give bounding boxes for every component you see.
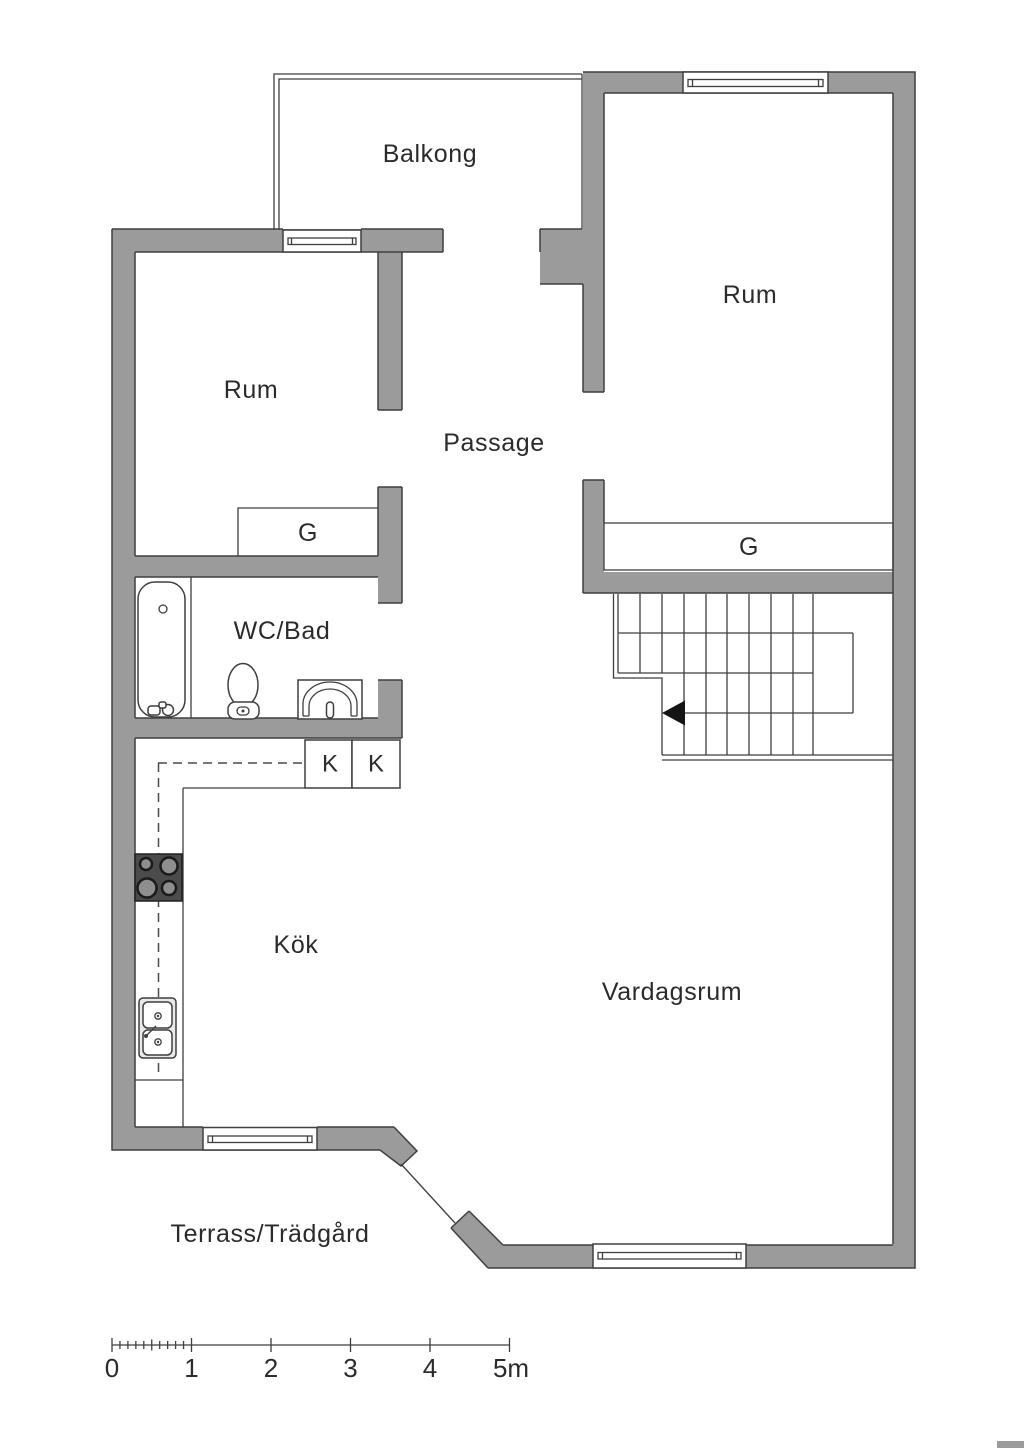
washbasin-icon (298, 680, 362, 719)
scale-label-1: 1 (184, 1353, 199, 1383)
scale-label-5m: 5m (492, 1353, 530, 1383)
bathroom-fixtures (138, 577, 362, 719)
kitchen-fixtures (135, 740, 400, 1127)
windows (203, 72, 828, 1268)
scale-label-0: 0 (104, 1353, 120, 1383)
stairs-direction-arrow-icon (662, 701, 685, 726)
wall-right-outer (893, 93, 915, 1268)
label-terrace: Terrass/Trädgård (170, 1220, 370, 1248)
window-living-room (593, 1244, 746, 1268)
label-living-room: Vardagsrum (601, 978, 743, 1006)
window-room-right (683, 72, 828, 93)
label-balcony: Balkong (382, 140, 478, 168)
window-room-left (283, 230, 361, 252)
scale-bar (105, 1338, 529, 1383)
room-labels (170, 140, 777, 1248)
wall-room-left-passage-upper (378, 252, 402, 410)
stove-icon (135, 854, 182, 901)
bathtub-icon (138, 582, 185, 717)
staircase (614, 594, 894, 760)
scale-label-4: 4 (422, 1353, 438, 1383)
terrace-door-glazing-line (401, 1164, 455, 1223)
wall-left-outer (112, 229, 135, 1150)
label-room-left: Rum (223, 376, 279, 404)
toilet-icon (228, 664, 259, 720)
label-passage: Passage (443, 429, 545, 457)
label-room-right: Rum (722, 281, 778, 309)
wall-balcony-right-block (540, 73, 604, 392)
label-closet-right: G (738, 533, 760, 561)
label-kitchen: Kök (273, 931, 319, 959)
corner-mark (997, 1441, 1024, 1448)
scale-label-3: 3 (343, 1353, 358, 1383)
label-closet-left: G (297, 519, 319, 547)
label-bathroom: WC/Bad (233, 617, 331, 645)
window-kitchen (203, 1128, 317, 1151)
scale-label-2: 2 (263, 1353, 279, 1383)
label-cabinet-k-left: K (321, 750, 339, 778)
kitchen-sink-icon (139, 998, 176, 1058)
label-cabinet-k-right: K (367, 750, 385, 778)
